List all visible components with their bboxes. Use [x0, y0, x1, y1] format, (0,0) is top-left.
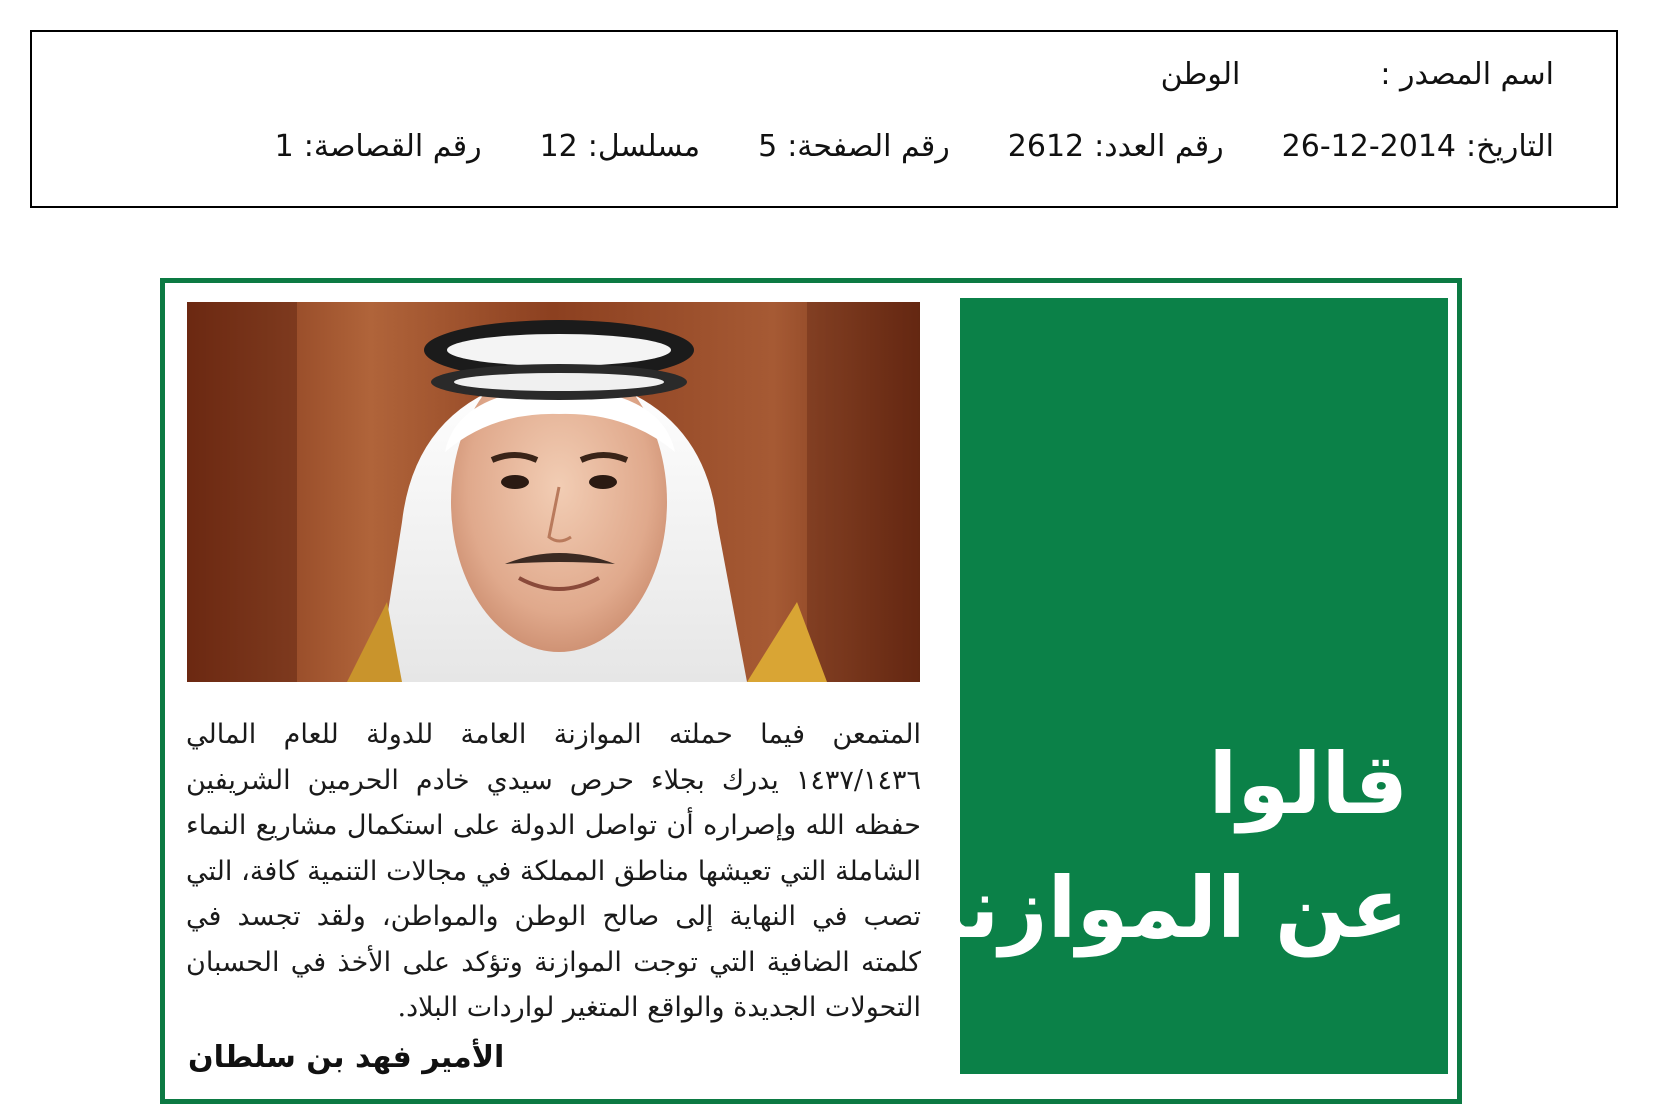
clipping-metadata-box	[30, 30, 1618, 208]
headline-line-2: عن الموازنة	[916, 859, 1408, 957]
page-field	[758, 129, 950, 164]
serial-value: 12	[539, 128, 578, 164]
issue-field	[1008, 129, 1224, 164]
source-label: اسم المصدر :	[1380, 56, 1554, 92]
serial-label: مسلسل:	[587, 128, 701, 164]
page-value: 5	[758, 128, 778, 164]
headline-line-1: قالوا	[1208, 735, 1408, 833]
page-label: رقم الصفحة:	[787, 128, 950, 164]
serial-field	[540, 129, 701, 164]
date-label: التاريخ:	[1466, 128, 1554, 164]
article-author: الأمير فهد بن سلطان	[188, 1040, 505, 1075]
portrait-photo	[187, 302, 920, 682]
date-value: 2014-12-26	[1281, 128, 1457, 164]
date-field	[1282, 129, 1554, 164]
clip-number-label: رقم القصاصة:	[303, 128, 482, 164]
headline-panel	[916, 298, 1448, 1074]
source-row	[52, 54, 1554, 94]
issue-value: 2612	[1007, 128, 1085, 164]
details-row	[52, 126, 1554, 166]
article-headline	[916, 722, 1448, 970]
article-body: المتمعن فيما حملته الموازنة العامة للدولة للعام المالي ١٤٣٧/١٤٣٦ يدرك بجلاء حرص سيدي خادم الحرمين الشريفين حفظه الله وإصراره أن تواصل الدولة على استكمال مشاريع النماء الشاملة التي تعيشها مناطق المملكة في مجالات التنمية كافة، التي تصب في النهاية إلى صالح الوطن والمواطن، ولقد تجسد في كلمته الضافية التي توجت الموازنة وتؤكد على الأخذ في الحسبان التحولات الجديدة والواقع المتغير لواردات البلاد.	[186, 719, 921, 1023]
source-value: الوطن	[1160, 56, 1241, 92]
issue-label: رقم العدد:	[1094, 128, 1224, 164]
clip-number-field	[275, 129, 482, 164]
clip-number-value: 1	[274, 128, 294, 164]
